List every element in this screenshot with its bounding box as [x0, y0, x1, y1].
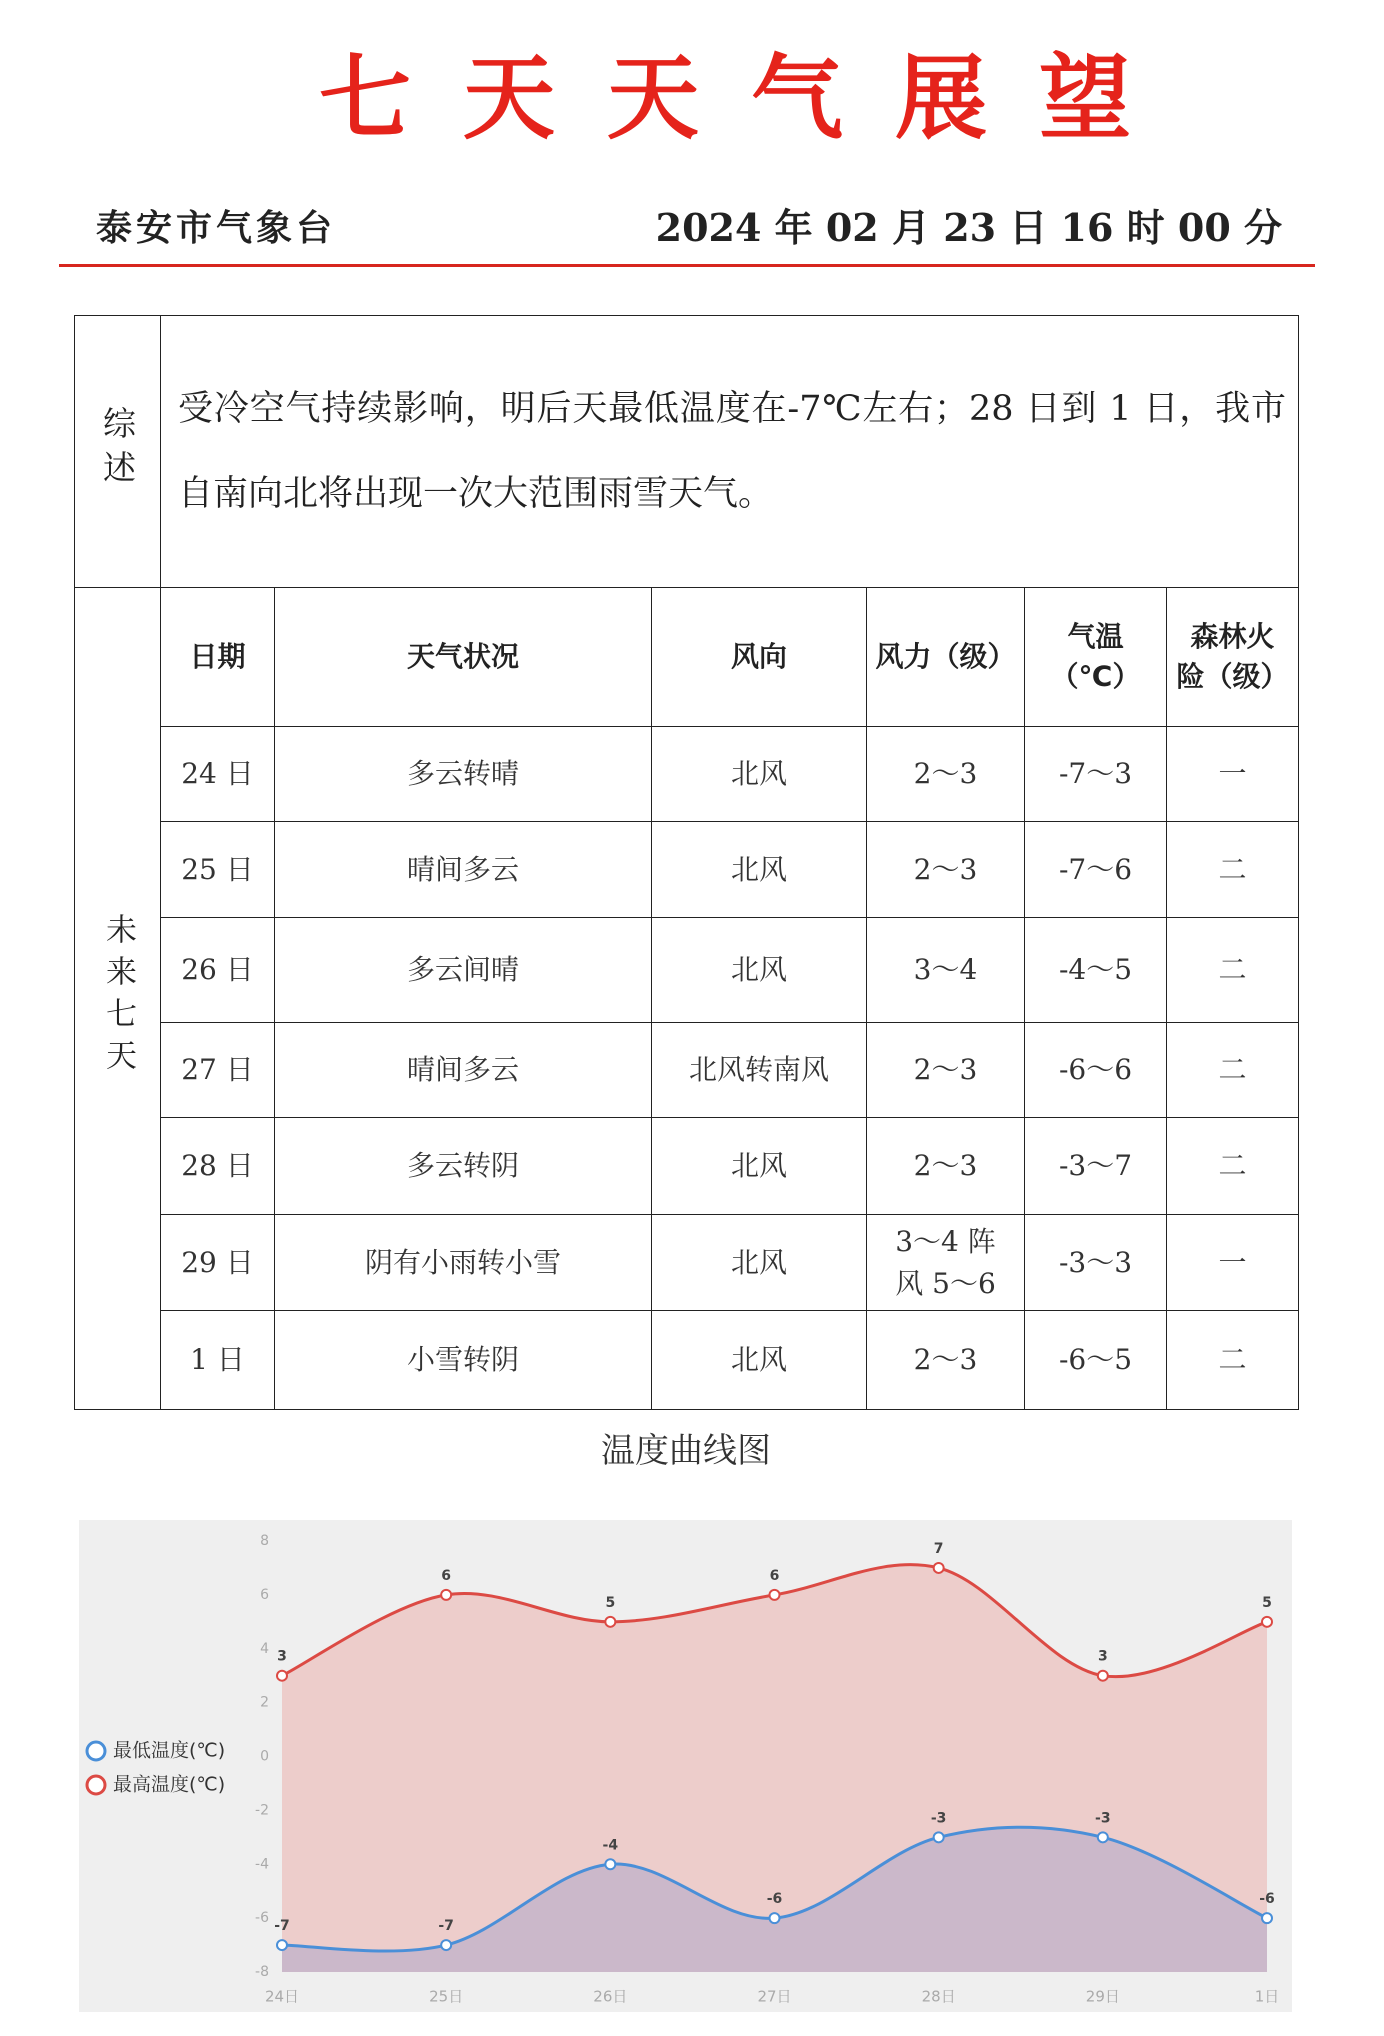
high-temp-legend-marker	[87, 1776, 105, 1794]
wind-force-cell	[867, 822, 1025, 918]
fire-risk-cell: 二	[1167, 1023, 1299, 1118]
low-temp-value-label: -3	[1095, 1810, 1111, 1827]
high-temp-point	[441, 1590, 451, 1600]
y-tick-label: -6	[255, 1910, 269, 1927]
fire-risk-cell: 一	[1167, 1215, 1299, 1311]
wind-force-cell	[867, 1215, 1025, 1311]
header-temperature: 气温 （℃）	[1025, 588, 1167, 727]
low-temp-point	[770, 1913, 780, 1923]
high-temp-point	[770, 1590, 780, 1600]
forecast-label-cell	[75, 588, 161, 1410]
x-tick-label: 29日	[1085, 1987, 1120, 2006]
header-date: 日期	[161, 588, 275, 727]
wind-force-value: 2～3	[913, 757, 978, 790]
header-fire-risk: 森林火 险（级）	[1167, 588, 1299, 727]
weather-cell: 晴间多云	[275, 822, 652, 918]
high-temp-point	[1098, 1671, 1108, 1681]
header-weather: 天气状况	[275, 588, 652, 727]
wind-direction-cell: 北风	[652, 727, 867, 822]
high-temp-point	[605, 1617, 615, 1627]
low-temp-point	[934, 1832, 944, 1842]
forecast-label: 未来七天	[100, 912, 136, 1081]
low-temp-point	[441, 1940, 451, 1950]
y-tick-label: -4	[255, 1856, 269, 1873]
wind-force-value: 2～3	[913, 1149, 978, 1182]
y-tick-label: -8	[255, 1964, 269, 1980]
wind-force-value: 3～4	[913, 953, 978, 986]
x-tick-label: 25日	[429, 1987, 464, 2006]
low-temp-value-label: -7	[438, 1918, 454, 1935]
fire-risk-cell: 二	[1167, 918, 1299, 1023]
fire-risk-cell: 二	[1167, 1311, 1299, 1410]
low-temp-point	[605, 1859, 615, 1869]
y-tick-label: 8	[260, 1533, 269, 1549]
wind-direction-cell: 北风	[652, 1118, 867, 1215]
high-temp-value-label: 3	[1097, 1648, 1108, 1665]
high-temp-value-label: 6	[769, 1567, 780, 1584]
temperature-cell: -7～6	[1025, 822, 1167, 918]
summary-label: 综述	[98, 405, 137, 494]
wind-force-cell	[867, 727, 1025, 822]
chart-title: 温度曲线图	[601, 1431, 771, 1471]
summary-text-line: 受冷空气持续影响，明后天最低温度在-7℃左右；28 日到 1 日，我市	[178, 388, 1286, 429]
wind-force-value: 2～3	[913, 1053, 978, 1086]
wind-force-value: 2～3	[913, 1343, 978, 1376]
wind-force-cell	[867, 1311, 1025, 1410]
date-cell: 28 日	[161, 1118, 275, 1215]
high-temp-point	[1262, 1617, 1272, 1627]
low-temp-legend-label: 最低温度(℃)	[113, 1739, 226, 1762]
low-temp-value-label: -4	[602, 1837, 619, 1854]
wind-force-cell	[867, 918, 1025, 1023]
header-divider	[59, 264, 1315, 267]
wind-direction-cell: 北风转南风	[652, 1023, 867, 1118]
low-temp-value-label: -7	[274, 1918, 290, 1935]
low-temp-value-label: -6	[766, 1891, 783, 1908]
y-tick-label: -2	[255, 1802, 269, 1819]
weather-cell: 小雪转阴	[275, 1311, 652, 1410]
x-tick-label: 1日	[1254, 1987, 1280, 2006]
high-temp-point	[934, 1563, 944, 1573]
temperature-cell: -3～3	[1025, 1215, 1167, 1311]
summary-label-cell	[75, 316, 161, 588]
table-row	[75, 1118, 1299, 1215]
high-temp-value-label: 5	[605, 1594, 616, 1611]
wind-direction-cell: 北风	[652, 822, 867, 918]
temperature-cell: -6～5	[1025, 1311, 1167, 1410]
weather-cell: 多云间晴	[275, 918, 652, 1023]
summary-cell	[161, 316, 1299, 588]
table-row	[75, 727, 1299, 822]
issuer-name: 泰安市气象台	[96, 207, 337, 249]
low-temp-point	[1098, 1832, 1108, 1842]
temperature-cell: -3～7	[1025, 1118, 1167, 1215]
weather-cell: 多云转阴	[275, 1118, 652, 1215]
high-temp-point	[277, 1671, 287, 1681]
high-temp-value-label: 5	[1262, 1594, 1272, 1611]
summary-text-line: 自南向北将出现一次大范围雨雪天气。	[178, 473, 774, 514]
low-temp-value-label: -3	[930, 1810, 947, 1827]
wind-direction-cell: 北风	[652, 1311, 867, 1410]
temperature-cell: -6～6	[1025, 1023, 1167, 1118]
y-tick-label: 2	[260, 1694, 269, 1711]
low-temp-point	[1262, 1913, 1272, 1923]
date-cell: 26 日	[161, 918, 275, 1023]
wind-force-cell	[867, 1118, 1025, 1215]
low-temp-value-label: -6	[1259, 1891, 1275, 1908]
y-tick-label: 0	[260, 1748, 269, 1765]
header-wind-direction: 风向	[652, 588, 867, 727]
wind-force-cell	[867, 1023, 1025, 1118]
weather-cell: 阴有小雨转小雪	[275, 1215, 652, 1311]
fire-risk-cell: 一	[1167, 727, 1299, 822]
date-cell: 27 日	[161, 1023, 275, 1118]
low-temp-legend-marker	[87, 1742, 105, 1760]
table-row	[75, 1311, 1299, 1410]
x-tick-label: 26日	[593, 1987, 628, 2006]
temperature-chart	[79, 1520, 1292, 2012]
y-tick-label: 4	[260, 1640, 269, 1657]
table-row	[75, 1023, 1299, 1118]
x-tick-label: 27日	[757, 1987, 792, 2006]
x-tick-label: 28日	[921, 1987, 956, 2006]
table-row	[75, 1215, 1299, 1311]
weather-cell: 多云转晴	[275, 727, 652, 822]
fire-risk-cell: 二	[1167, 822, 1299, 918]
summary-row	[75, 316, 1299, 588]
low-temp-point	[277, 1940, 287, 1950]
fire-risk-cell: 二	[1167, 1118, 1299, 1215]
wind-direction-cell: 北风	[652, 918, 867, 1023]
y-tick-label: 6	[260, 1586, 269, 1603]
page-title: 七 天 天 气 展 望	[319, 44, 1142, 152]
forecast-table	[74, 315, 1299, 1410]
temperature-cell: -7～3	[1025, 727, 1167, 822]
high-temp-value-label: 6	[441, 1567, 452, 1584]
temperature-cell: -4～5	[1025, 918, 1167, 1023]
x-tick-label: 24日	[264, 1987, 300, 2006]
date-cell: 29 日	[161, 1215, 275, 1311]
weather-cell: 晴间多云	[275, 1023, 652, 1118]
wind-force-value: 3～4 阵风 5～6	[895, 1224, 996, 1300]
header-wind-force: 风力（级）	[867, 588, 1025, 727]
date-cell: 1 日	[161, 1311, 275, 1410]
table-row	[75, 822, 1299, 918]
high-temp-value-label: 7	[933, 1540, 944, 1557]
table-row	[75, 918, 1299, 1023]
wind-direction-cell: 北风	[652, 1215, 867, 1311]
high-temp-legend-label: 最高温度(℃)	[113, 1773, 226, 1796]
issue-time: 2024 年 02 月 23 日 16 时 00 分	[655, 205, 1282, 250]
table-header-row	[75, 588, 1299, 727]
date-cell: 24 日	[161, 727, 275, 822]
date-cell: 25 日	[161, 822, 275, 918]
wind-force-value: 2～3	[913, 852, 978, 886]
high-temp-value-label: 3	[277, 1648, 287, 1665]
